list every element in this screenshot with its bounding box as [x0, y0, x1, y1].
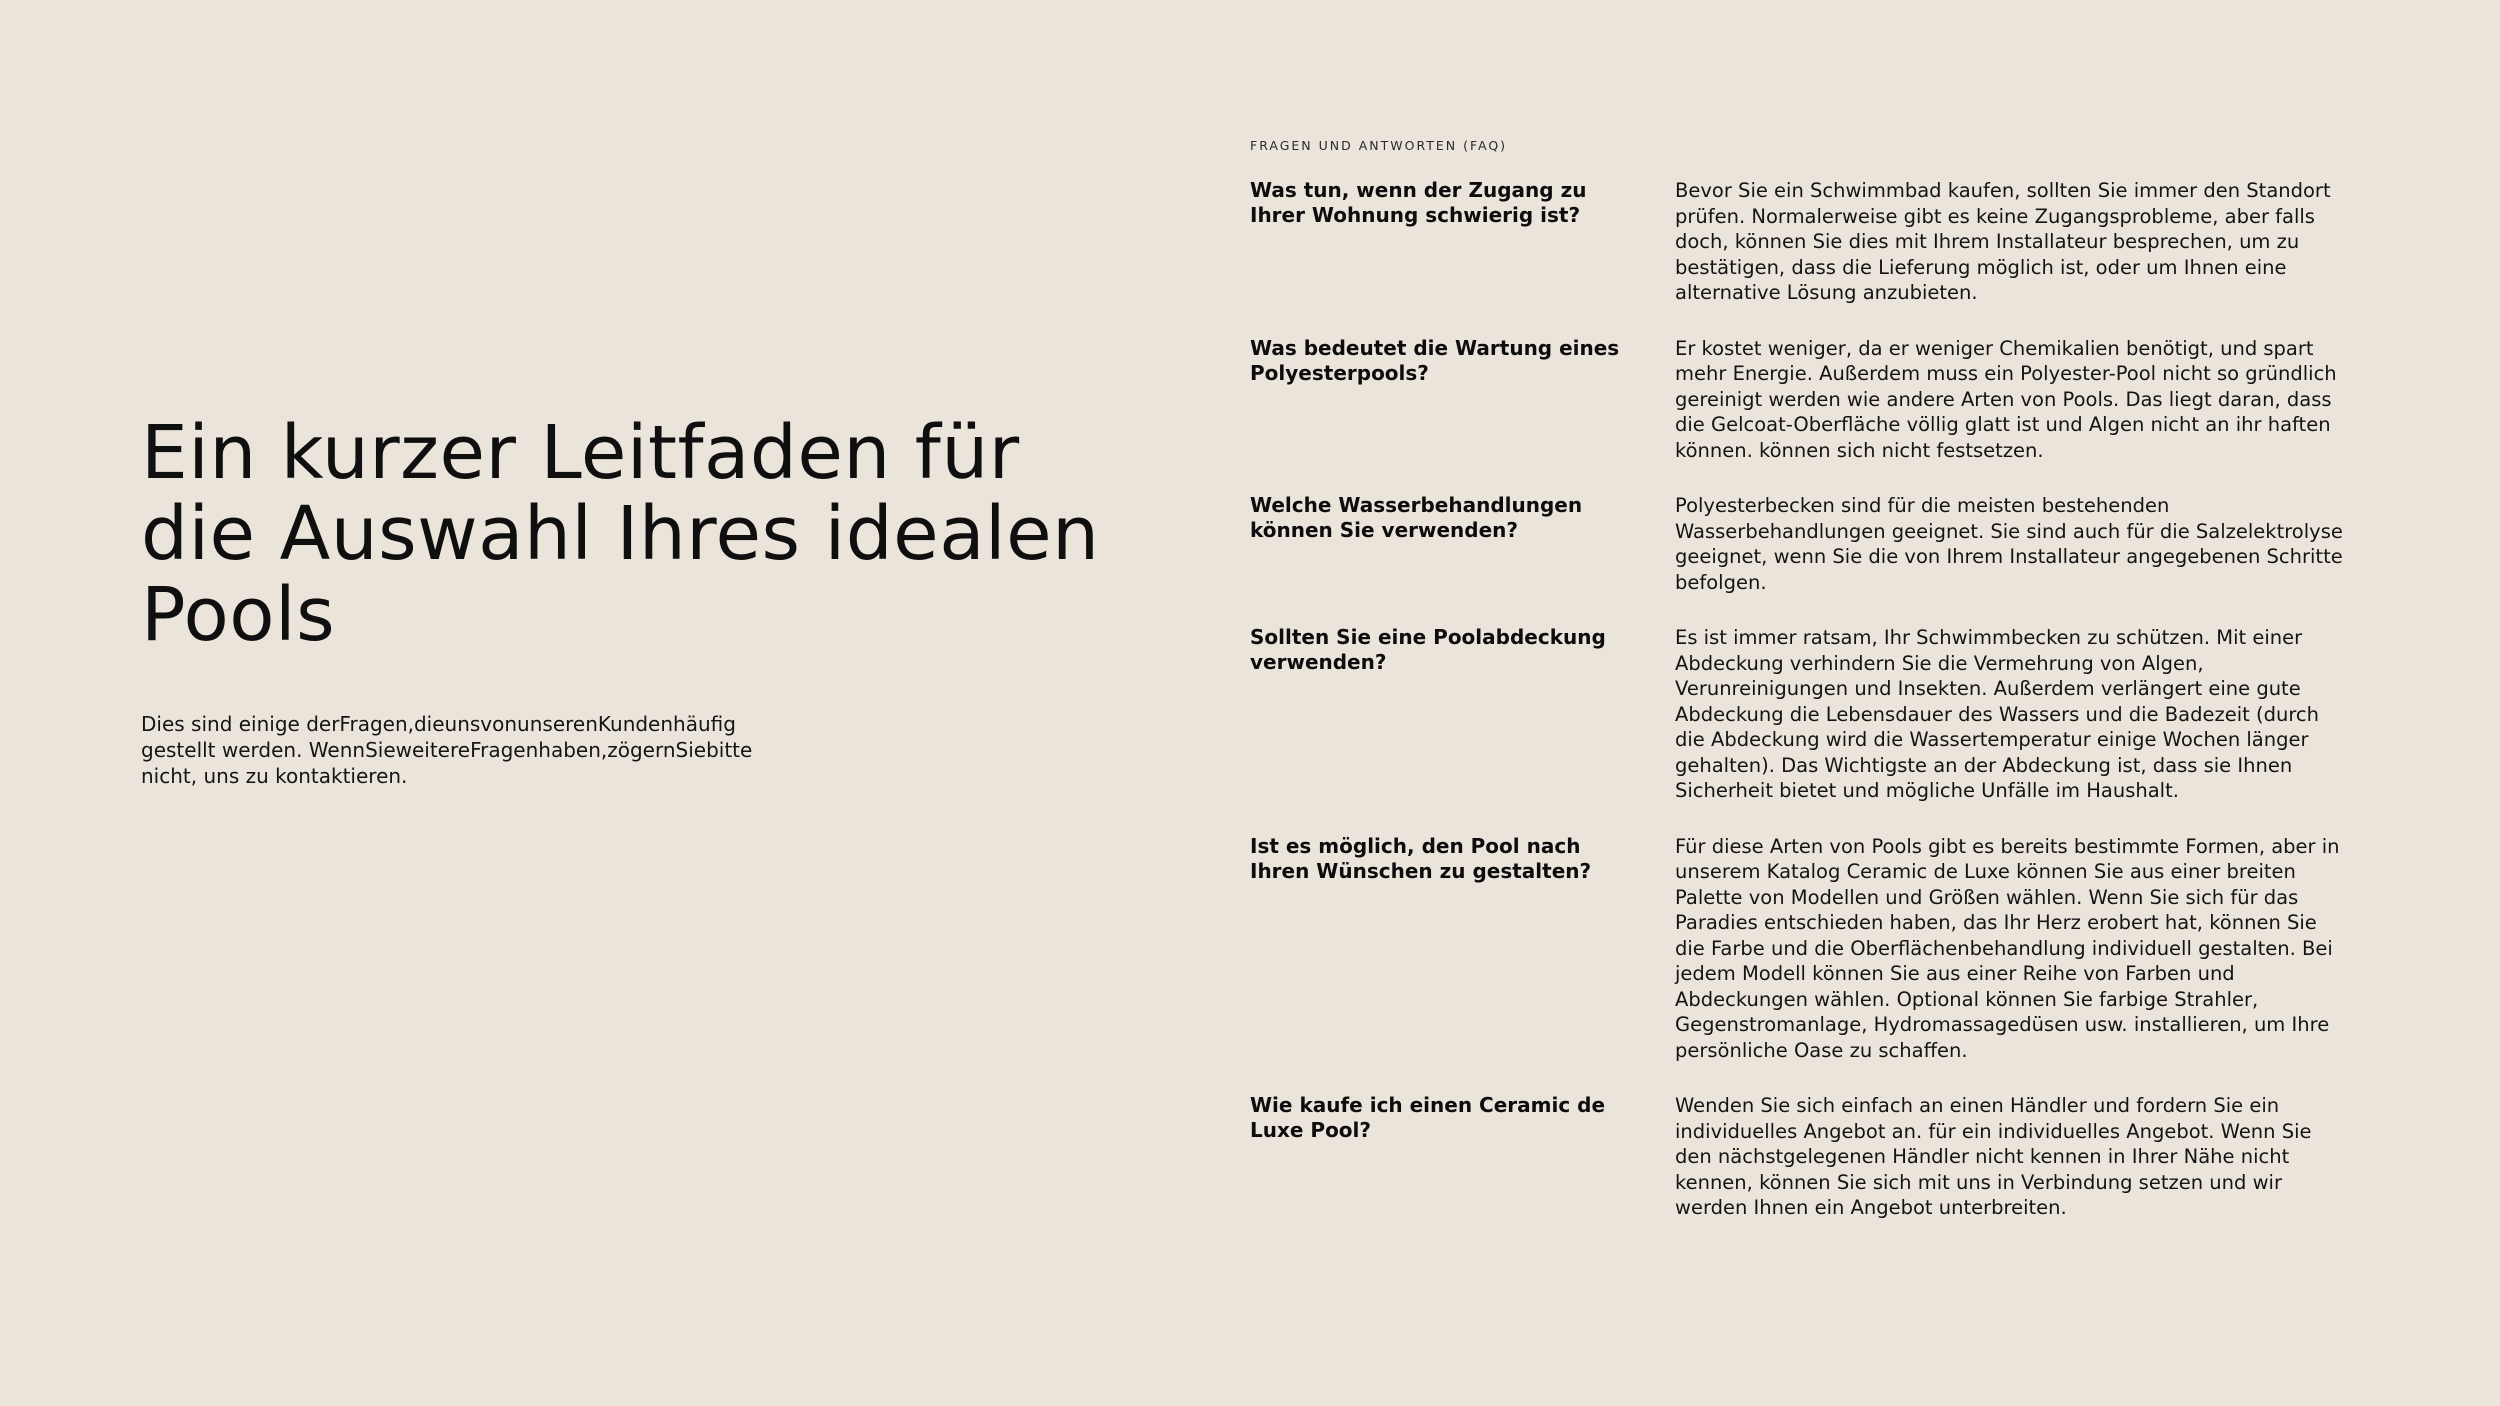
faq-question: Was tun, wenn der Zugang zu Ihrer Wohnung schwierig ist?	[1250, 178, 1587, 227]
faq-section	[1250, 138, 2350, 1251]
faq-item	[1250, 625, 2350, 804]
faq-answer: Es ist immer ratsam, Ihr Schwimmbecken zu schützen. Mit einer Abdeckung verhindern Sie die Vermehrung von Algen, Verunreinigungen und Insekten. Außerdem verlängert eine gute Abdeckung die Lebensdauer des Wassers und die Badezeit (durch die Abdeckung wird die Wassertemperatur einige Wochen länger gehalten). Das Wichtigste an der Abdeckung ist, dass sie Ihnen Sicherheit bietet und mögliche Unfälle im Haushalt.	[1675, 626, 2320, 802]
faq-item	[1250, 493, 2350, 595]
faq-answer: Für diese Arten von Pools gibt es bereits bestimmte Formen, aber in unserem Katalog Ceramic de Luxe können Sie aus einer breiten Palette von Modellen und Größen wählen. Wenn Sie sich für das Paradies entschieden haben, das Ihr Herz erobert hat, können Sie die Farbe und die Oberflächenbehandlung individuell gestalten. Bei jedem Modell können Sie aus einer Reihe von Farben und Abdeckungen wählen. Optional können Sie farbige Strahler, Gegenstromanlage, Hydromassagedüsen usw. installieren, um Ihre persönliche Oase zu schaffen.	[1675, 834, 2340, 1062]
faq-answer: Polyesterbecken sind für die meisten bestehenden Wasserbehandlungen geeignet. Sie sind auch für die Salzelektrolyse geeignet, wenn Sie die von Ihrem Installateur angegebenen Schritte befolgen.	[1675, 494, 2343, 594]
faq-item	[1250, 834, 2350, 1064]
page-title: Ein kurzer Leitfaden für die Auswahl Ihres idealen Pools	[141, 410, 1100, 658]
faq-label: FRAGEN UND ANTWORTEN (FAQ)	[1250, 138, 1508, 153]
faq-question: Sollten Sie eine Poolabdeckung verwenden?	[1250, 625, 1606, 674]
intro-section	[141, 410, 1121, 809]
faq-question: Was bedeutet die Wartung eines Polyesterpools?	[1250, 335, 1620, 385]
faq-answer: Bevor Sie ein Schwimmbad kaufen, sollten Sie immer den Standort prüfen. Normalerweise gibt es keine Zugangsprobleme, aber falls doch, können Sie dies mit Ihrem Installateur besprechen, um zu bestätigen, dass die Lieferung möglich ist, oder um Ihnen eine alternative Lösung anzubieten.	[1675, 179, 2331, 304]
faq-item	[1250, 1093, 2350, 1221]
intro-text: Dies sind einige derFragen,dieunsvonunserenKundenhäufig gestellt werden. WennSieweitereFragenhaben,zögernSiebitte nicht, uns zu kontaktieren.	[141, 712, 753, 788]
faq-item	[1250, 336, 2350, 464]
faq-answer: Wenden Sie sich einfach an einen Händler und fordern Sie ein individuelles Angebot an. für ein individuelles Angebot. Wenn Sie den nächstgelegenen Händler nicht kennen in Ihrer Nähe nicht kennen, können Sie sich mit uns in Verbindung setzen und wir werden Ihnen ein Angebot unterbreiten.	[1675, 1094, 2312, 1219]
faq-answer: Er kostet weniger, da er weniger Chemikalien benötigt, und spart mehr Energie. Außerdem muss ein Polyester-Pool nicht so gründlich gereinigt werden wie andere Arten von Pools. Das liegt daran, dass die Gelcoat-Oberfläche völlig glatt ist und Algen nicht an ihr haften können. können sich nicht festsetzen.	[1675, 336, 2337, 462]
faq-question: Ist es möglich, den Pool nach Ihren Wünschen zu gestalten?	[1250, 833, 1592, 883]
faq-item	[1250, 178, 2350, 306]
faq-question: Wie kaufe ich einen Ceramic de Luxe Pool?	[1250, 1093, 1606, 1142]
faq-question: Welche Wasserbehandlungen können Sie verwenden?	[1250, 493, 1583, 542]
